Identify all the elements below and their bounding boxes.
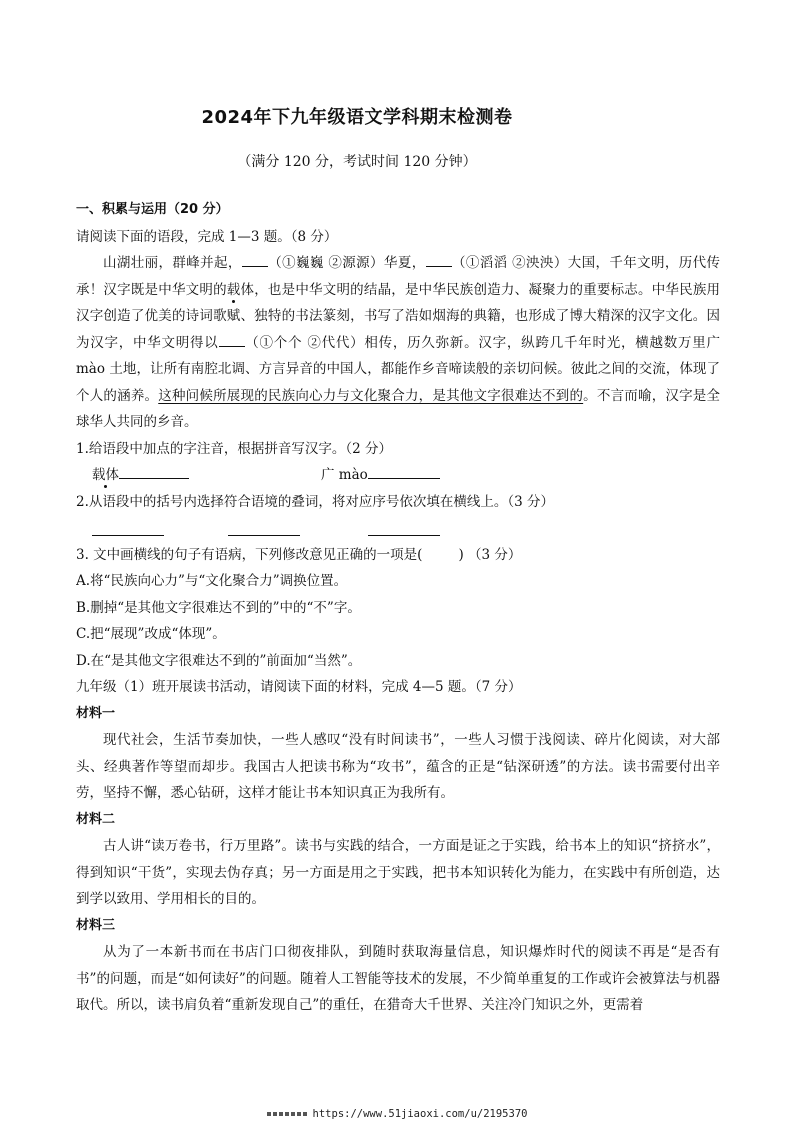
blank-2[interactable] [426,252,452,267]
section-instruction: 请阅读下面的语段，完成 1—3 题。（8 分） [76,228,338,245]
footer-url [0,1108,794,1120]
material-1-label: 材料一 [76,705,116,721]
q2-answer-line-1[interactable] [92,520,164,536]
question-3 [76,542,720,569]
q2-answer-line-2[interactable] [228,520,300,536]
passage [76,250,720,436]
passage-text: 。不言而喻，汉字是全球华人共同的乡音。 [76,387,721,430]
underlined-sentence: 这种问候所展现的民族向心力与文化聚合力，是其他文字很难达不到的 [158,387,584,404]
q1-item-a [92,462,189,489]
material-1-text: 现代社会，生活节奏加快，一些人感叹“没有时间读书”，一些人习惯于浅阅读、碎片化阅读，对大部头、经典著作等望而却步。我国古人把读书称为“攻书”，蕴含的正是“钻深研透”的方法。读书需要付出辛劳，坚持不懈，悉心钻研，这样才能让书本知识真正为我所有。 [76,732,720,801]
passage-text: 体，也是中华文明的结晶，是中华民族创造力、凝聚力的重要标志。中华民族用汉字创造了优美的诗词歌赋、独特的书法篆刻，书写了浩如烟海的典籍，也形成了博大精深的汉字文化。因为汉字，中华文明得以 [76,281,721,351]
exam-title: 2024年下九年级语文学科期末检测卷 [201,107,513,128]
q3-option-c[interactable]: C.把“展现”改成“体现”。 [76,626,226,642]
activity-intro: 九年级（1）班开展读书活动，请阅读下面的材料，完成 4—5 题。（7 分） [76,679,522,695]
q3-option-b[interactable]: B.删掉“是其他文字很难达不到的”中的“不”字。 [76,599,361,616]
question-2-answers [76,515,720,542]
material-3-label: 材料三 [76,917,116,933]
watermark-mark [267,1112,307,1116]
section-heading: 一、积累与运用（20 分） [76,202,229,217]
question-1: 1.给语段中加点的字注音，根据拼音写汉字。（2 分） [76,440,393,457]
question-2: 2.从语段中的括号内选择符合语境的叠词，将对应序号依次填在横线上。（3 分） [76,493,555,510]
q1-item-b [321,462,440,489]
q3-option-d[interactable]: D.在“是其他文字很难达不到的”前面加“当然”。 [76,652,362,669]
question-1-answers [76,462,720,489]
material-3-text: 从为了一本新书而在书店门口彻夜排队，到随时获取海量信息，知识爆炸时代的阅读不再是“是否有书”的问题，而是“如何读好”的问题。随着人工智能等技术的发展，不少简单重复的工作或许会被算法与机器取代。所以，读书肩负着“重新发现自己”的重任，在猎奇大千世界、关注冷门知识之外，更需着 [76,944,720,1013]
blank-3[interactable] [219,332,245,347]
exam-content [76,197,720,1019]
q1-a-label: 载体 [92,467,119,483]
q3-text: 3. 文中画横线的句子有语病，下列修改意见正确的一项是( [76,546,423,563]
material-2-text: 古人讲“读万卷书，行万里路”。读书与实践的结合，一方面是证之于实践，给书本上的知识“挤挤水”，得到知识“干货”，实现去伪存真；另一方面是用之于实践，把书本知识转化为能力，在实践中有所创造，达到学以致用、学用相长的目的。 [76,838,720,907]
q3-score: ) （3 分） [458,546,522,563]
exam-subtitle: （满分 120 分，考试时间 120 分钟） [237,154,477,170]
blank-1[interactable] [242,252,268,267]
q1-a-answer-line[interactable] [119,463,189,479]
passage-text: 传承！汉字既是中华文明的 [76,255,721,298]
footer-url-text[interactable]: https://www.51jiaoxi.com/u/2195370 [312,1108,528,1120]
q1-b-answer-line[interactable] [368,463,440,479]
material-2-label: 材料二 [76,811,116,827]
q2-answer-line-3[interactable] [368,520,440,536]
passage-text: （①滔滔 ②泱泱）大国，千年文明，历代 [451,255,707,271]
passage-text: （①个个 ②代代）相传，历久弥新。汉字，纵跨几千年时光，横越数万里广 mào 土地，让所有南腔北调、方言异音的中国人，都能作乡音啼读般的亲切问候。彼此之间的交流，体现了个人的涵养。 [76,334,720,404]
passage-text: （①巍巍 ②源源）华夏， [267,255,426,271]
dotted-char: 载 [226,281,241,298]
q3-option-a[interactable]: A.将“民族向心力”与“文化聚合力”调换位置。 [76,573,348,589]
q1-b-label: 广 mào [321,467,368,483]
passage-text: 山湖壮丽，群峰并起， [103,255,242,271]
